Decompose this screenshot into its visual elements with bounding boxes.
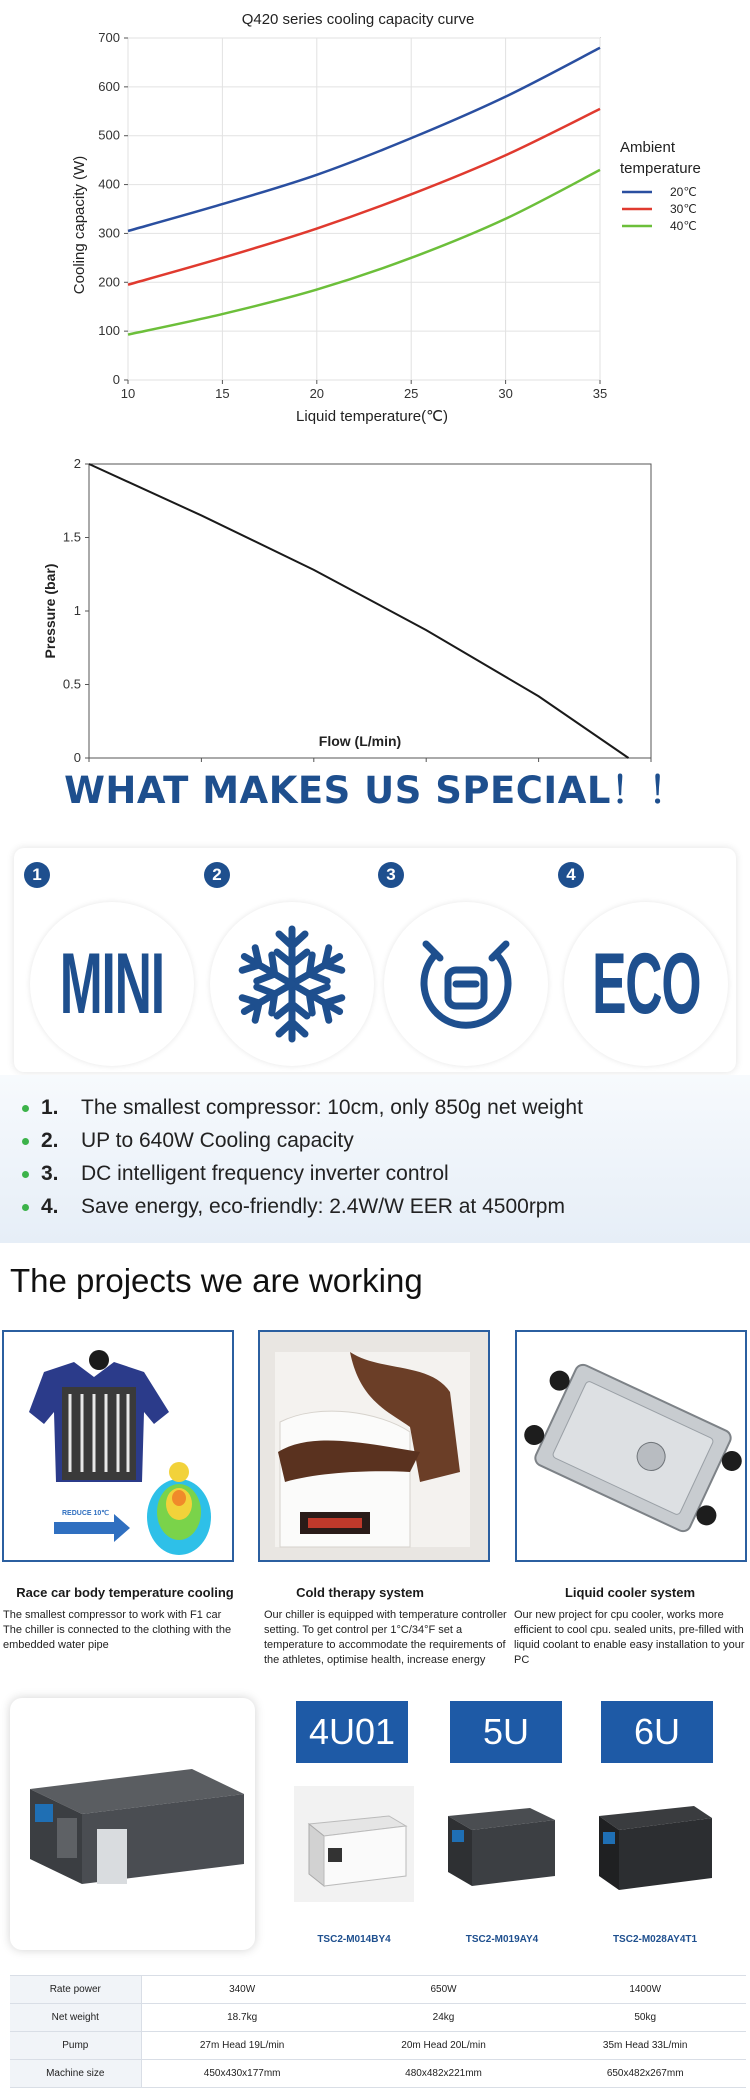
feature-number-badge: 4	[558, 862, 584, 888]
chart1-ytick-label: 600	[98, 78, 120, 94]
cooling-vest-illustration	[4, 1332, 234, 1562]
chart2-ytick-label: 1.5	[62, 529, 81, 545]
feature-list-item	[22, 1093, 583, 1123]
spec-table	[10, 1975, 746, 2088]
chart2-ylabel: Pressure (bar)	[42, 563, 58, 659]
chart1-legend-label: 30℃	[670, 202, 697, 216]
project-title-race-car: Race car body temperature cooling	[16, 1585, 234, 1600]
table-row-label: Machine size	[10, 2060, 141, 2088]
model-code-4u01: TSC2-M014BY4	[317, 1934, 391, 1945]
table-cell: 24kg	[343, 2004, 545, 2032]
chart1-ylabel: Cooling capacity (W)	[71, 155, 88, 295]
table-row-label: Rate power	[10, 1976, 141, 2004]
feature-list-text: DC intelligent frequency inverter control	[81, 1162, 449, 1185]
feature-circle-inverter	[384, 902, 548, 1066]
table-row	[10, 2060, 746, 2088]
feature-number-badge: 3	[378, 862, 404, 888]
feature-list-text: UP to 640W Cooling capacity	[81, 1129, 354, 1152]
chart2-ytick-label: 0.5	[62, 676, 81, 692]
model-tag-5u: 5U	[450, 1701, 562, 1763]
table-cell: 27m Head 19L/min	[141, 2032, 343, 2060]
black-chiller-unit-6u	[594, 1786, 714, 1902]
feature-list-text: The smallest compressor: 10cm, only 850g net weight	[81, 1096, 583, 1119]
table-cell: 1400W	[544, 1976, 746, 2004]
project-image-cold-therapy	[258, 1330, 490, 1562]
chart1-legend-title-2: temperature	[620, 160, 701, 177]
chart1-xtick-label: 35	[592, 386, 608, 401]
table-row	[10, 2004, 746, 2032]
feature-list-item	[22, 1192, 565, 1222]
chart1-title: Q420 series cooling capacity curve	[241, 11, 475, 28]
feature-list-number: 3.	[41, 1162, 59, 1185]
table-row	[10, 1976, 746, 2004]
model-tag-4u01: 4U01	[296, 1701, 408, 1763]
white-chiller-unit	[294, 1786, 414, 1902]
features-list	[0, 1075, 750, 1243]
cooling-capacity-chart	[0, 0, 750, 440]
table-cell: 20m Head 20L/min	[343, 2032, 545, 2060]
rack-chiller-illustration	[10, 1698, 255, 1950]
feature-circle-mini	[30, 902, 194, 1066]
feature-list-number: 4.	[41, 1195, 59, 1218]
table-cell: 650x482x267mm	[544, 2060, 746, 2088]
chart2-ytick-label: 0	[73, 750, 81, 765]
table-cell: 450x430x177mm	[141, 2060, 343, 2088]
snowflake-icon	[232, 919, 352, 1049]
feature-mini	[20, 862, 195, 1072]
project-title-liquid-cooler: Liquid cooler system	[564, 1585, 696, 1600]
pump-curve-chart	[0, 445, 750, 765]
chart2-ytick-label: 1	[73, 603, 81, 618]
table-cell: 18.7kg	[141, 2004, 343, 2032]
bullet-dot-icon	[22, 1105, 29, 1112]
pump-curve-chart-svg	[0, 445, 750, 765]
table-cell: 35m Head 33L/min	[544, 2032, 746, 2060]
chart1-ytick-label: 200	[98, 274, 120, 290]
model-image-4u01	[294, 1786, 414, 1902]
chart1-xtick-label: 30	[498, 386, 513, 401]
table-cell: 340W	[141, 1976, 343, 2004]
model-code-5u: TSC2-M019AY4	[465, 1934, 539, 1945]
chart2-ytick-label: 2	[73, 456, 81, 471]
bullet-dot-icon	[22, 1204, 29, 1211]
features-card	[14, 848, 736, 1072]
chart1-ytick-label: 500	[98, 127, 120, 143]
chart1-xtick-label: 15	[215, 386, 230, 401]
project-desc-liquid-cooler: Our new project for cpu cooler, works more efficient to cool cpu. sealed units, pre-filled with liquid coolant to enable easy installation to your PC	[514, 1609, 745, 1666]
chart1-xtick-label: 20	[309, 386, 325, 401]
chart1-ytick-label: 700	[98, 30, 120, 45]
chart1-ytick-label: 100	[98, 323, 120, 339]
chart1-plot-area	[128, 38, 600, 380]
chart1-legend-label: 20℃	[670, 185, 697, 199]
table-cell: 650W	[343, 1976, 545, 2004]
bullet-dot-icon	[22, 1171, 29, 1178]
table-row	[10, 2032, 746, 2060]
feature-list-item	[22, 1159, 449, 1189]
model-image-5u	[440, 1786, 560, 1902]
projects-title: The projects we are working	[10, 1262, 423, 1299]
chart1-ytick-label: 300	[98, 225, 120, 241]
eco-logo-text: ECO	[591, 936, 701, 1032]
chart1-xtick-label: 25	[403, 386, 419, 401]
special-title: WHAT MAKES US SPECIAL！！	[64, 769, 686, 812]
product-hero-photo	[10, 1698, 255, 1950]
black-chiller-unit-5u	[440, 1786, 560, 1902]
reduce-temp-label: REDUCE 10℃	[62, 1510, 110, 1517]
project-desc-race-car: The smallest compressor to work with F1 car The chiller is connected to the clothing with the embedded water pipe	[3, 1609, 232, 1651]
feature-list-item	[22, 1126, 354, 1156]
project-title-cold-therapy: Cold therapy system	[296, 1585, 424, 1600]
feature-number-badge: 1	[24, 862, 50, 888]
table-cell: 50kg	[544, 2004, 746, 2032]
project-image-race-car	[2, 1330, 234, 1562]
model-tag-6u: 6U	[601, 1701, 713, 1763]
project-image-liquid-cooler	[515, 1330, 747, 1562]
chart2-xlabel-text: Flow (L/min)	[318, 733, 402, 749]
chart1-legend-title-1: Ambient	[620, 139, 676, 156]
table-cell: 480x482x221mm	[343, 2060, 545, 2088]
cold-therapy-photo	[260, 1332, 490, 1562]
chart1-xlabel: Liquid temperature(℃)	[296, 408, 448, 425]
mini-logo-text: MINI	[59, 936, 165, 1032]
feature-list-text: Save energy, eco-friendly: 2.4W/W EER at 4500rpm	[81, 1195, 565, 1218]
feature-circle-snowflake	[210, 902, 374, 1066]
model-code-6u: TSC2-M028AY4T1	[612, 1934, 698, 1945]
chart1-ytick-label: 0	[112, 372, 120, 387]
table-row-label: Pump	[10, 2032, 141, 2060]
feature-list-number: 2.	[41, 1129, 59, 1152]
chart1-xtick-label: 10	[120, 386, 136, 401]
feature-eco	[554, 862, 729, 1072]
bullet-dot-icon	[22, 1138, 29, 1145]
chart2-plot-area	[89, 464, 651, 758]
feature-cooling	[200, 862, 375, 1072]
inverter-control-icon	[406, 924, 526, 1044]
cooling-capacity-chart-svg	[0, 0, 750, 440]
project-desc-cold-therapy: Our chiller is equipped with temperature controller setting. To get control per 1°C/34°F set a temperature to accommodate the requirements of the athletes, optimise health, increase energy	[264, 1609, 507, 1666]
chart1-ytick-label: 400	[98, 176, 120, 192]
chart1-legend-label: 40℃	[670, 219, 697, 233]
feature-list-number: 1.	[41, 1096, 59, 1119]
feature-inverter	[374, 862, 549, 1072]
feature-number-badge: 2	[204, 862, 230, 888]
liquid-cooler-photo	[517, 1332, 747, 1562]
model-image-6u	[594, 1786, 714, 1902]
feature-circle-eco	[564, 902, 728, 1066]
table-row-label: Net weight	[10, 2004, 141, 2032]
